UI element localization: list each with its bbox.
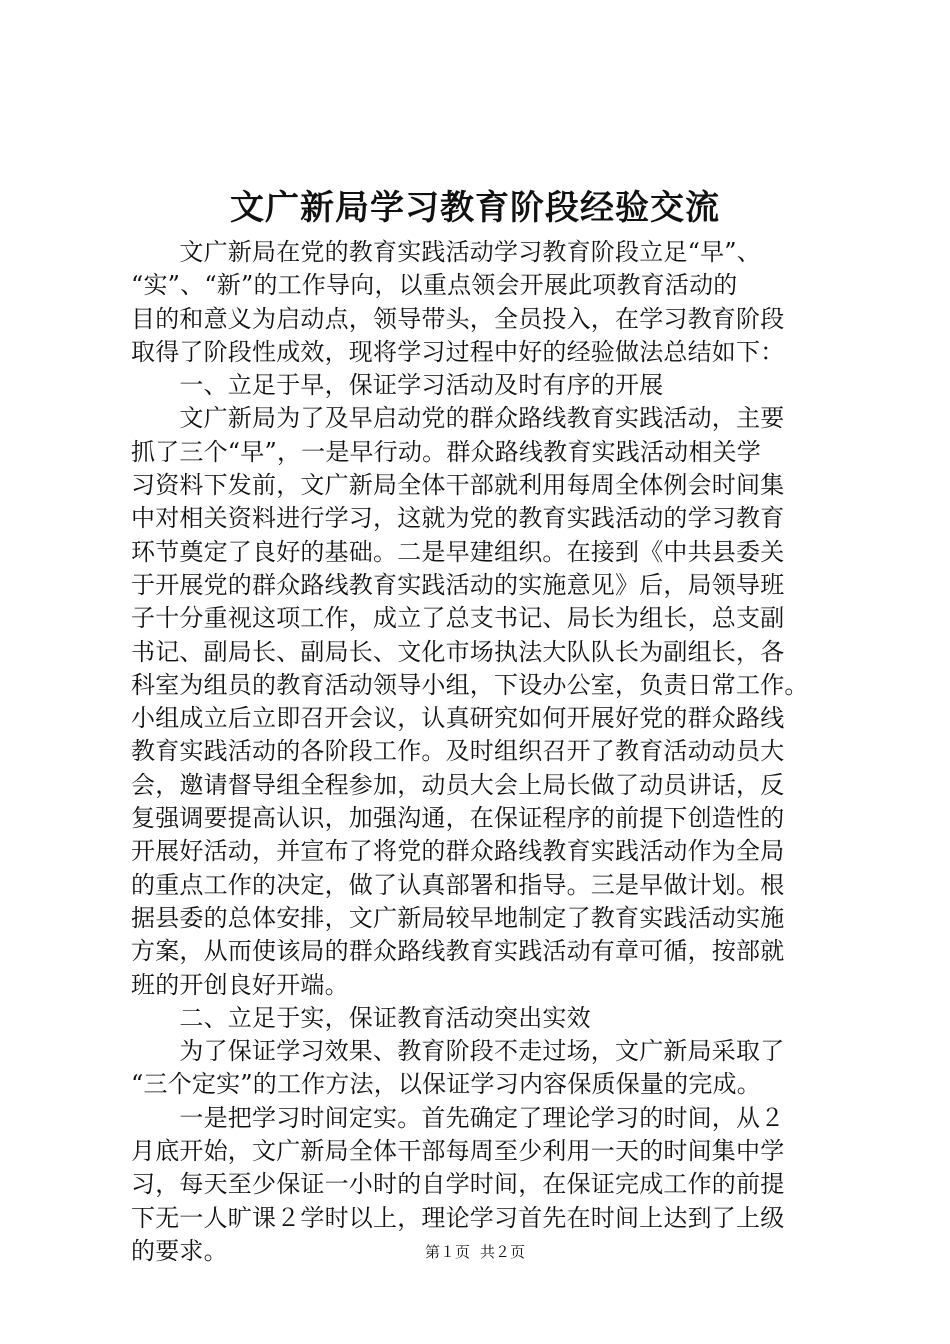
text-line: 复强调要提高认识，加强沟通，在保证程序的前提下创造性的 <box>131 804 785 833</box>
text-line: 习资料下发前，文广新局全体干部就利用每周全体例会时间集 <box>131 471 785 500</box>
text-line: 开展好活动，并宣布了将党的群众路线教育实践活动作为全局 <box>131 837 785 866</box>
text-line: “实”、“新”的工作导向，以重点领会开展此项教育活动的 <box>131 271 738 300</box>
text-line: 的重点工作的决定，做了认真部署和指导。三是早做计划。根 <box>131 870 785 899</box>
document-title: 文广新局学习教育阶段经验交流 <box>230 188 720 228</box>
text-line: 一、立足于早，保证学习活动及时有序的开展 <box>131 371 664 400</box>
text-line: 取得了阶段性成效，现将学习过程中好的经验做法总结如下： <box>131 337 785 366</box>
text-line: 为了保证学习效果、教育阶段不走过场，文广新局采取了 <box>131 1037 785 1066</box>
text-line: 习，每天至少保证一小时的自学时间，在保证完成工作的前提 <box>131 1170 785 1199</box>
text-line: 中对相关资料进行学习，这就为党的教育实践活动的学习教育 <box>131 504 785 533</box>
text-line: 据县委的总体安排，文广新局较早地制定了教育实践活动实施 <box>131 903 785 932</box>
text-line: 班的开创良好开端。 <box>131 970 349 999</box>
text-line: 目的和意义为启动点，领导带头，全员投入，在学习教育阶段 <box>131 304 785 333</box>
text-line: 于开展党的群众路线教育实践活动的实施意见》后，局领导班 <box>131 570 785 599</box>
text-line: 文广新局在党的教育实践活动学习教育阶段立足“早”、 <box>131 238 761 266</box>
text-line: 书记、副局长、副局长、文化市场执法大队队长为副组长，各 <box>131 637 785 666</box>
text-line: 一是把学习时间定实。首先确定了理论学习的时间，从２ <box>131 1103 785 1132</box>
text-line: “三个定实”的工作方法，以保证学习内容保质保量的完成。 <box>131 1070 761 1099</box>
text-line: 教育实践活动的各阶段工作。及时组织召开了教育活动动员大 <box>131 737 785 766</box>
text-line: 科室为组员的教育活动领导小组，下设办公室，负责日常工作。 <box>131 670 809 699</box>
text-line: 子十分重视这项工作，成立了总支书记、局长为组长，总支副 <box>131 604 785 633</box>
text-line: 小组成立后立即召开会议，认真研究如何开展好党的群众路线 <box>131 704 785 733</box>
text-line: 的要求。 <box>131 1236 228 1265</box>
text-line: 下无一人旷课２学时以上，理论学习首先在时间上达到了上级 <box>131 1203 785 1232</box>
text-line: 方案，从而使该局的群众路线教育实践活动有章可循，按部就 <box>131 937 785 966</box>
text-line: 环节奠定了良好的基础。二是早建组织。在接到《中共县委关 <box>131 537 785 566</box>
text-line: 月底开始，文广新局全体干部每周至少利用一天的时间集中学 <box>131 1137 785 1166</box>
text-line: 二、立足于实，保证教育活动突出实效 <box>131 1003 591 1032</box>
text-line: 抓了三个“早”，一是早行动。群众路线教育实践活动相关学 <box>131 437 761 466</box>
document-body <box>131 236 831 1268</box>
text-line: 文广新局为了及早启动党的群众路线教育实践活动，主要 <box>131 404 785 433</box>
page-total: 共２页 <box>480 1243 526 1261</box>
text-line: 会，邀请督导组全程参加，动员大会上局长做了动员讲话，反 <box>131 770 785 799</box>
page-number: 第１页 <box>424 1243 470 1261</box>
page-footer <box>0 1241 950 1263</box>
